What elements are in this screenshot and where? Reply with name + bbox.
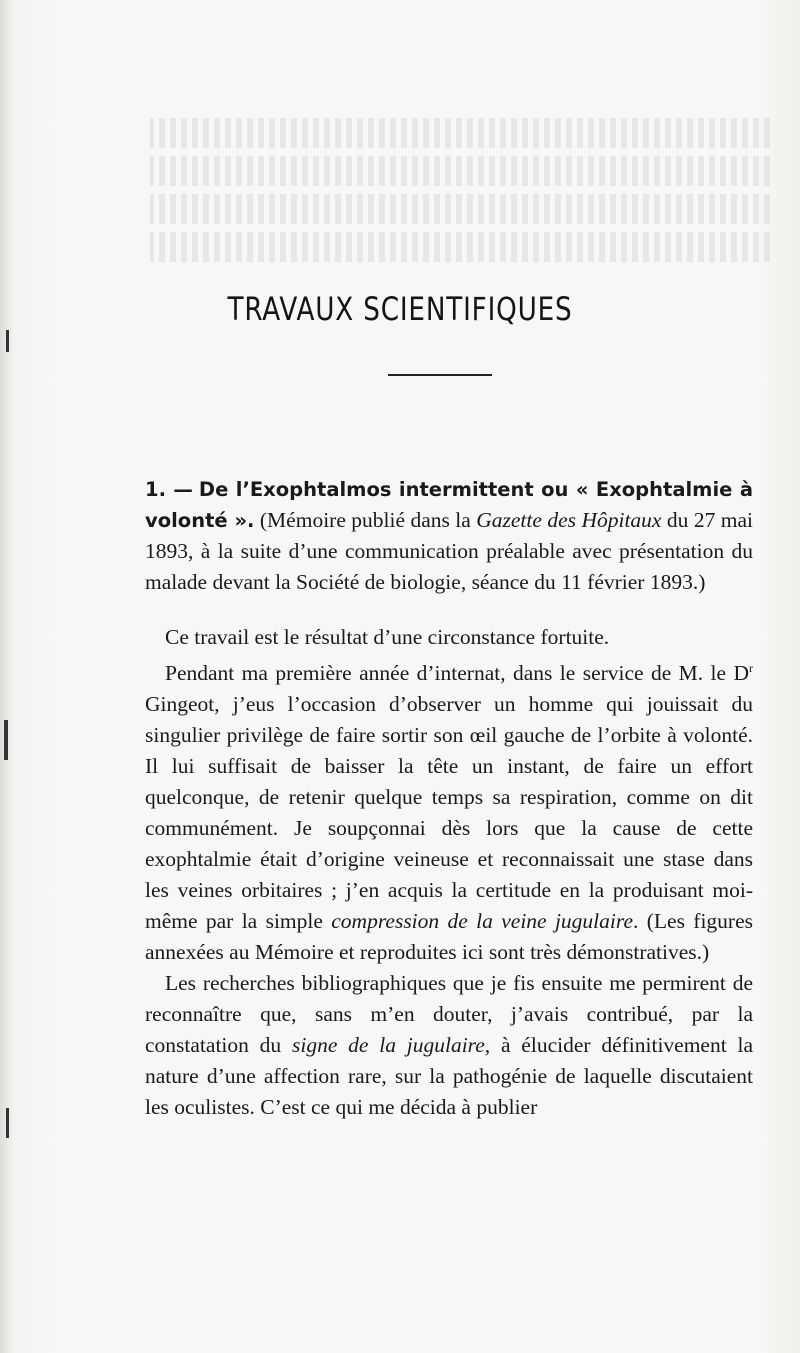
entry-intro: (Mémoire publié dans la: [254, 508, 477, 532]
page-title: TRAVAUX SCIENTIFIQUES: [227, 290, 573, 328]
bleed-through-shadow: [150, 110, 770, 310]
doctor-superscript: r: [749, 661, 753, 675]
entry-heading: De l’Exophtalmos intermittent ou « Exophtalmie à volonté ».: [145, 478, 753, 532]
paragraph-2-text-b: Gingeot, j’eus l’occasion d’observer un homme qui jouissait du singulier privilège de faire sortir son œil gauche de l’orbite à volonté. Il lui suffisait de baisser la tête un instant, de faire un effort quelconque, de retenir quelque temps sa respiration, comme on dit communément. Je soupçonnai dès lors que la cause de cette exophtalmie était d’origine veineuse et reconnaissait une stase dans les veines orbitaires ; j’en acquis la certitude en la produisant moi-même par la simple: [145, 692, 753, 934]
paragraph-3-text-b: , à élucider définitivement la nature d’une affection rare, sur la pathogénie de laquelle discutaient les oculistes. C’est ce qui me décida à publier: [145, 1033, 754, 1120]
paragraph-2: [145, 653, 753, 968]
margin-tick: [4, 720, 8, 760]
paragraph-3-italic: signe de la jugulaire: [291, 1033, 485, 1058]
paragraph-2-text-a: Pendant ma première année d’internat, dans le service de M. le D: [165, 661, 749, 686]
paragraph-3-text-a: Les recherches bibliographiques que je fis ensuite me permirent de reconnaître que, sans m’en douter, j’avais contribué, par la constatation du: [145, 971, 753, 1058]
margin-tick: [6, 1108, 9, 1138]
margin-tick: [6, 330, 9, 352]
paragraph-1: Ce travail est le résultat d’une circonstance fortuite.: [165, 625, 610, 649]
paragraph-2-text-c: . (Les figures annexées au Mémoire et reproduites ici sont très démonstratives.): [145, 909, 753, 965]
entry-rest: du 27 mai 1893, à la suite d’une communication préalable avec présentation du malade devant la Société de biologie, séance du 11 février 1893.): [145, 508, 753, 594]
entry-number: 1. —: [145, 478, 193, 501]
entry-1: [145, 474, 753, 598]
journal-title: Gazette des Hôpitaux: [476, 508, 662, 532]
title-rule: [388, 374, 492, 376]
paragraph-2-italic: compression de la veine jugulaire: [331, 909, 633, 934]
body-text: [145, 474, 753, 1123]
paragraph-3: [145, 968, 753, 1123]
